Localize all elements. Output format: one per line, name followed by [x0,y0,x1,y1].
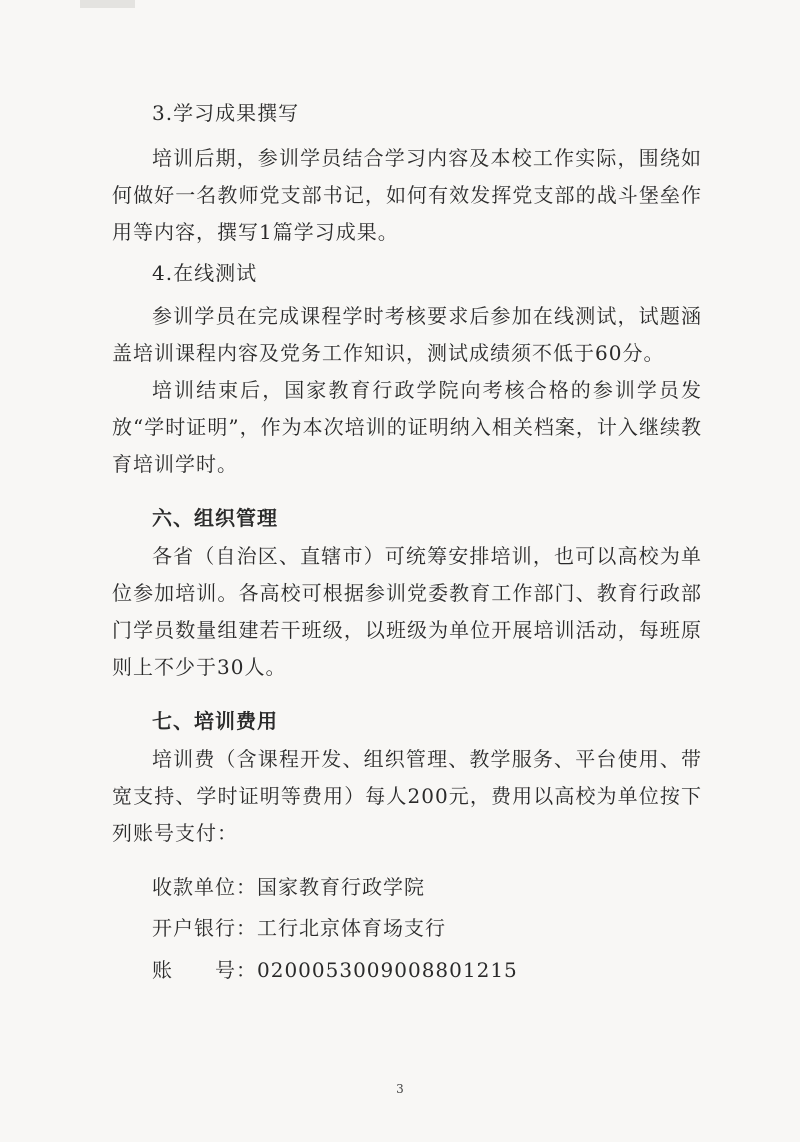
account-line: 账 号：0200053009008801215 [152,958,518,982]
page-number: 3 [396,1082,404,1096]
section-4-body: 参训学员在完成课程学时考核要求后参加在线测试，试题涵盖培训课程内容及党务工作知识，测试成绩须不低于60分。 [112,304,702,365]
section-3-body: 培训后期，参训学员结合学习内容及本校工作实际，围绕如何做好一名教师党支部书记，如何有效发挥党支部的战斗堡垒作用等内容，撰写1篇学习成果。 [112,146,702,244]
scan-artifact [80,0,135,8]
certificate-paragraph: 培训结束后，国家教育行政学院向考核合格的参训学员发放“学时证明”，作为本次培训的证明纳入相关档案，计入继续教育培训学时。 [112,378,702,476]
section-six-heading: 六、组织管理 [152,506,278,530]
section-3-heading: 3.学习成果撰写 [152,101,300,125]
payee-line: 收款单位：国家教育行政学院 [152,875,425,899]
section-six-body: 各省（自治区、直辖市）可统筹安排培训，也可以高校为单位参加培训。各高校可根据参训党委教育工作部门、教育行政部门学员数量组建若干班级，以班级为单位开展培训活动，每班原则上不少于30人。 [112,544,702,679]
section-4-heading: 4.在线测试 [152,261,258,285]
section-seven-heading: 七、培训费用 [152,709,278,733]
section-seven-body: 培训费（含课程开发、组织管理、教学服务、平台使用、带宽支持、学时证明等费用）每人200元，费用以高校为单位按下列账号支付： [112,747,702,845]
bank-line: 开户银行：工行北京体育场支行 [152,916,446,940]
